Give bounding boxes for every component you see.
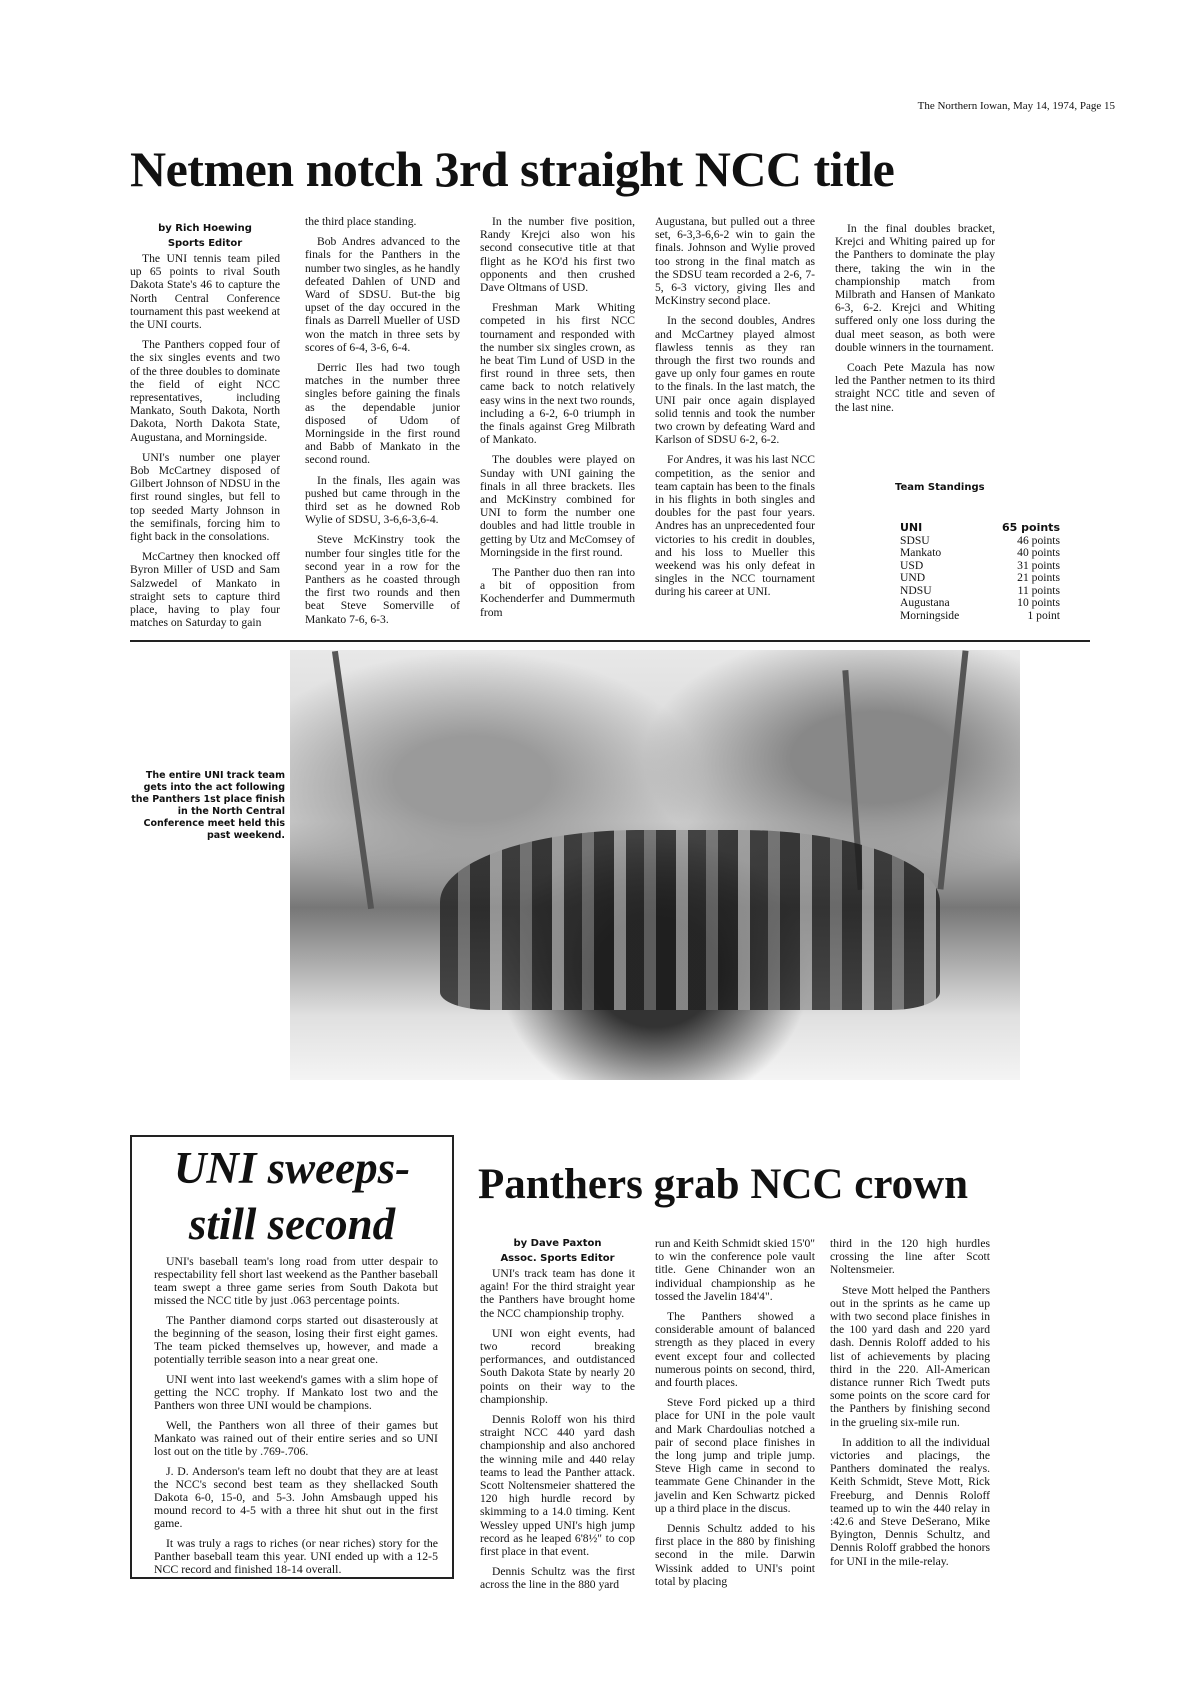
track-column-2 [655, 1237, 815, 1595]
paragraph: The doubles were played on Sunday with UNI gaining the finals in all three brackets. Iles and McKinstry combined for UNI to form the number one doubles and had little trouble in getting by Utz and McComsey of Morningside in the first round. [480, 453, 635, 559]
paragraph: In the finals, Iles again was pushed but came through in the third set as he downed Rob Wylie of SDSU, 3-6,6-3,6-4. [305, 473, 460, 527]
paragraph: UNI won eight events, had two record breaking performances, and outdistanced South Dakota State by nearly 20 points on their way to the championship. [480, 1326, 635, 1406]
track-headline: Panthers grab NCC crown [478, 1161, 969, 1208]
paragraph: UNI went into last weekend's games with a slim hope of getting the NCC trophy. If Mankato lost two and the Panthers won three UNI would be champions. [154, 1372, 438, 1412]
paragraph: Bob Andres advanced to the finals for the Panthers in the number two singles, as he handly defeated Dahlen of UND and Ward of SDSU. But-the big upset of the day occured in the finals as Darrell Mueller of USD won the match in three sets by scores of 6-4, 3-6, 6-4. [305, 235, 460, 354]
paragraph: McCartney then knocked off Byron Miller of USD and Sam Salzwedel of Mankato in straight sets to capture third place, having to play four matches on Saturday to gain [130, 550, 280, 630]
section-divider [130, 640, 1090, 642]
paragraph: Augustana, but pulled out a three set, 6-3,3-6,6-2 win to gain the finals. Johnson and Wylie proved too strong in the final match as the SDSU team recorded a 2-6, 7-5, 6-3 victory, giving Iles and McKinstry second place. [655, 215, 815, 308]
paragraph: third in the 120 high hurdles crossing the line after Scott Noltensmeier. [830, 1237, 990, 1277]
paragraph: Freshman Mark Whiting competed in his first NCC tournament and responded with the number six singles crown, as he beat Tim Lund of USD in the first round in three sets, then came back to notch relatively easy wins in the next two rounds, including a 6-2, 6-0 triumph in the finals against Greg Milbrath of Mankato. [480, 301, 635, 447]
paragraph: In the final doubles bracket, Krejci and Whiting paired up for the Panthers to dominate the play there, taking the win in the championship match from Milbrath and Hansen of Mankato 6-3, 6-2. Krejci and Whiting suffered only one loss during the dual meet season, as both were double winners in the tournament. [835, 222, 995, 354]
paragraph: Coach Pete Mazula has now led the Panther netmen to its third straight NCC title and seven of the last nine. [835, 361, 995, 414]
tennis-column-4 [655, 215, 815, 606]
paragraph: It was truly a rags to riches (or near riches) story for the Panther baseball team this year. UNI ended up with a 12-5 NCC record and finished 18-14 overall. [154, 1536, 438, 1576]
paragraph: Well, the Panthers won all three of their games but Mankato was rained out of their entire series and so UNI lost out on the title by .769-.706. [154, 1418, 438, 1458]
tennis-column-2 [305, 215, 460, 633]
paragraph: Steve Mott helped the Panthers out in the sprints as he came up with two second place finishes in the 100 yard dash and 220 yard dash. Dennis Roloff added to his list of achievements by placing third in the 220. All-American distance runner Rich Twedt puts some points on the score card for the Panthers by finishing second in the grueling six-mile run. [830, 1283, 990, 1429]
tennis-byline-name: by Rich Hoewing [158, 223, 252, 234]
paragraph: For Andres, it was his last NCC competition, as the senior and team captain has been to the finals in his flights in both singles and doubles for the past four years. Andres has an unprecedented four victories to his credit in doubles, and his loss to Mueller this weekend was his only defeat in singles in the NCC tournament during his career at UNI. [655, 453, 815, 599]
paragraph: the third place standing. [305, 215, 417, 228]
standings-row: UNI 65 points [900, 521, 1060, 534]
standings-row: Augustana 10 points [900, 596, 1060, 609]
track-column-1 [480, 1237, 635, 1599]
paragraph: The Panther duo then ran into a bit of opposition from Kochenderfer and Dummermuth from [480, 566, 635, 619]
track-byline-title: Assoc. Sports Editor [500, 1253, 615, 1264]
tree-shape [332, 651, 374, 909]
paragraph: Steve Ford picked up a third place for UNI in the pole vault and Mark Chardoulias notched a pair of second place finishes in the long jump and triple jump. Steve High came in second to teammate Gene Chinander in the javelin and Ken Schwartz picked up a third place in the discus. [655, 1396, 815, 1515]
baseball-headline-line1: UNI sweeps- [173, 1143, 411, 1193]
tennis-column-3 [480, 215, 635, 626]
paragraph: Dennis Roloff won his third straight NCC 440 yard dash championship and also anchored the winning mile and 440 relay teams to lead the Panther attack. Scott Noltensmeier shattered the 120 high hurdle record by skimming to a 14.0 timing. Kent Wessley upped UNI's high jump record as he leaped 6'8½" to cop first place in that event. [480, 1413, 635, 1559]
standings-row: USD 31 points [900, 558, 1060, 572]
tennis-headline: Netmen notch 3rd straight NCC title [130, 141, 895, 197]
standings-row: Morningside 1 point [900, 608, 1060, 622]
paragraph: The UNI tennis team piled up 65 points to rival South Dakota State's 46 to capture the North Central Conference tournament this past weekend at the UNI courts. [130, 252, 280, 332]
paragraph: The Panthers showed a considerable amount of balanced strength as they placed in every event except four and collected numerous points on second, third, and fourth places. [655, 1310, 815, 1390]
tennis-column-5 [835, 222, 995, 421]
tennis-byline-title: Sports Editor [167, 238, 243, 249]
paragraph: Dennis Schultz added to his first place in the 880 by finishing second in the mile. Darwin Wissink added to UNI's point total by placing [655, 1522, 815, 1588]
paragraph: Dennis Schultz was the first across the line in the 880 yard [480, 1565, 635, 1592]
paragraph: In the second doubles, Andres and McCartney played almost flawless tennis as they ran through the first two rounds and gave up only four games en route to the finals. In the last match, the UNI pair once again displayed solid tennis and took the number two crown by defeating Ward and Karlson of SDSU 6-2, 6-2. [655, 314, 815, 447]
standings-row: SDSU 46 points [900, 533, 1060, 547]
paragraph: The Panthers copped four of the six singles events and two of the three doubles to dominate the field of eight NCC representatives, including Mankato, South Dakota, North Dakota, North Dakota State, Augustana, and Morningside. [130, 338, 280, 444]
paragraph: run and Keith Schmidt skied 15'0" to win the conference pole vault title. Gene Chinander won an individual championship as he tossed the Javelin 184'4". [655, 1237, 815, 1303]
standings-row: NDSU 11 points [900, 583, 1060, 597]
paragraph: Derric Iles had two tough matches in the number three singles before gaining the finals as the dependable junior disposed of Udom of Morningside in the first round and Babb of Mankato in the second round. [305, 361, 460, 467]
photo-caption: The entire UNI track team gets into the act following the Panthers 1st place finish in the North Central Conference meet held this past weekend. [131, 770, 285, 841]
standings-row: UND 21 points [900, 571, 1060, 584]
paragraph: UNI's number one player Bob McCartney disposed of Gilbert Johnson of NDSU in the first round singles, but fell to top seeded Marty Johnson in the semifinals, forcing him to fight back in the consolations. [130, 450, 280, 544]
standings-row: Mankato 40 points [900, 546, 1060, 559]
baseball-body [154, 1255, 438, 1576]
paragraph: The Panther diamond corps started out disasterously at the beginning of the season, losing their first eight games. The team picked themselves up, however, and made a potentially terrible season into a near great one. [154, 1313, 438, 1366]
team-standings-table [900, 522, 1060, 622]
paragraph: Steve McKinstry took the number four singles title for the second year in a row for the Panthers as he coasted through the first two rounds and then beat Steve Somerville of Mankato 7-6, 6-3. [305, 533, 460, 626]
paragraph: J. D. Anderson's team left no doubt that they are at least the NCC's second best team as they shellacked South Dakota 6-0, 15-0, and 5-3. John Amsbaugh upped his mound record to 4-5 with a three hit shut out in the first game. [154, 1464, 438, 1530]
track-column-3 [830, 1237, 990, 1575]
tree-shape [937, 650, 968, 889]
paragraph: In addition to all the individual victories and placings, the Panthers dominated the realys. Keith Schmidt, Steve Mott, Rick Freeburg, and Dennis Roloff teamed up to win the 440 relay in :42.6 and Steve DeSerano, Mike Byington, Dennis Schultz, and Dennis Roloff grabbed the honors for UNI in the mile-relay. [830, 1435, 990, 1568]
track-team-photo [290, 650, 1020, 1080]
baseball-article-box [130, 1135, 454, 1579]
tennis-column-1 [130, 222, 280, 636]
baseball-headline-line2: still second [188, 1199, 396, 1249]
paragraph: In the number five position, Randy Krejci also won his second consecutive title at that flight as he KO'd his first two opponents and then crushed Dave Oltmans of USD. [480, 215, 635, 295]
page-folio: The Northern Iowan, May 14, 1974, Page 15 [917, 100, 1115, 112]
track-byline-name: by Dave Paxton [513, 1238, 602, 1249]
paragraph: UNI's baseball team's long road from utter despair to respectability fell short last weekend as the Panther baseball team swept a three game series from South Dakota but missed the NCC title by just .063 percentage points. [154, 1254, 438, 1307]
standings-title: Team Standings [895, 482, 985, 493]
paragraph: UNI's track team has done it again! For the third straight year the Panthers have brought home the NCC championship trophy. [480, 1267, 635, 1320]
runners-group [440, 830, 940, 1010]
